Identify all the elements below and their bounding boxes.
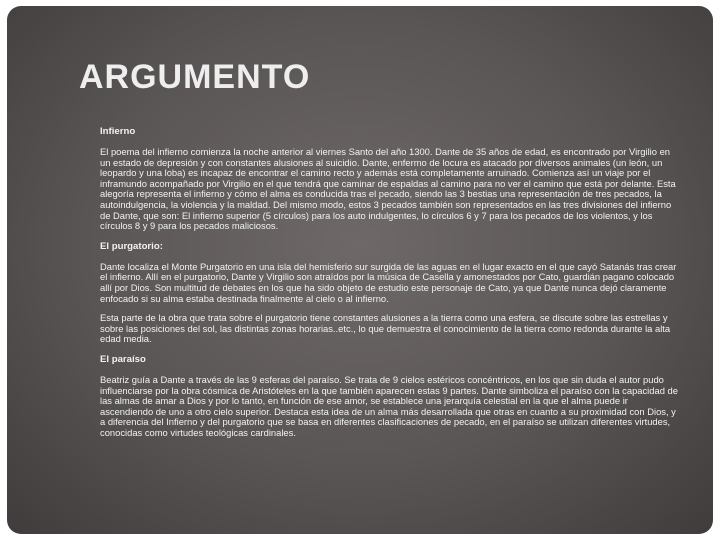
slide-content xyxy=(100,126,680,447)
paragraph-infierno: El poema del infierno comienza la noche anterior al viernes Santo del año 1300. Dante de 35 años de edad, es encontrado por Virgilio en un estado de depresión y con constantes alusiones al suicidio. Dante, enfermo de locura es atacado por diversos animales (un león, un leopardo y una loba) es incapaz de encontrar el camino recto y además está completamente arruinado. Comienza así un viaje por el inframundo acompañado por Virgilio en el que tendrá que caminar de espaldas al camino para no ver el camino que está por delante. Esta alegoría representa el infierno y cómo el alma es conducida tras el pecado, siendo las 3 bestias una representación de tres pecados, la autoindulgencia, la violencia y la maldad. Del mismo modo, estos 3 pecados también son representados en las tres divisiones del infierno de Dante, que son: El infierno superior (5 círculos) para los auto indulgentes, lo círculos 6 y 7 para los pecados de los violentos, y los círculos 8 y 9 para los pecados maliciosos. xyxy=(100,146,676,232)
paragraph-paraiso: Beatriz guía a Dante a través de las 9 esferas del paraíso. Se trata de 9 cielos estéricos concéntricos, en los que sin duda el autor pudo influenciarse por la obra cósmica de Aristóteles en la que también aparecen estas 9 partes. Dante simboliza el paraíso con la capacidad de las almas de amar a Dios y por lo tanto, en función de ese amor, se establece una jerarquía celestial en la que el alma puede ir ascendiendo de uno a otro cielo superior. Destaca esta idea de un alma más desarrollada que otras en cuanto a su proximidad con Dios, y a diferencia del Infierno y del purgatorio que se basa en diferentes clasificaciones de pecado, en el paraíso se utilizan diferentes virtudes, conocidas como virtudes teológicas cardinales. xyxy=(100,373,678,438)
section-heading-infierno: Infierno xyxy=(100,126,136,137)
paragraph-purgatorio-2: Esta parte de la obra que trata sobre el purgatorio tiene constantes alusiones a la tierra como una esfera, se discute sobre las estrellas y sobre las posiciones del sol, las distintas zonas horarias..etc., lo que demuestra el conocimiento de la tierra como redonda durante la alta edad media. xyxy=(100,312,671,345)
paragraph-purgatorio-1: Dante localiza el Monte Purgatorio en una isla del hemisferio sur surgida de las aguas en el lugar exacto en el que cayó Satanás tras crear el infierno. Allí en el purgatorio, Dante y Virgilio son atraídos por la música de Casella y amonestados por Cato, guardián pagano colocado allí por Dios. Son multitud de debates en los que ha sido objeto de estudio este personaje de Cato, ya que Dante nunca dejó claramente enfocado si su alma estaba destinada finalmente al cielo o al infierno. xyxy=(100,260,677,304)
section-heading-paraiso: El paraíso xyxy=(100,353,146,365)
section-heading-purgatorio: El purgatorio: xyxy=(100,240,163,252)
slide-title: ARGUMENTO xyxy=(79,58,311,96)
slide xyxy=(7,6,713,534)
